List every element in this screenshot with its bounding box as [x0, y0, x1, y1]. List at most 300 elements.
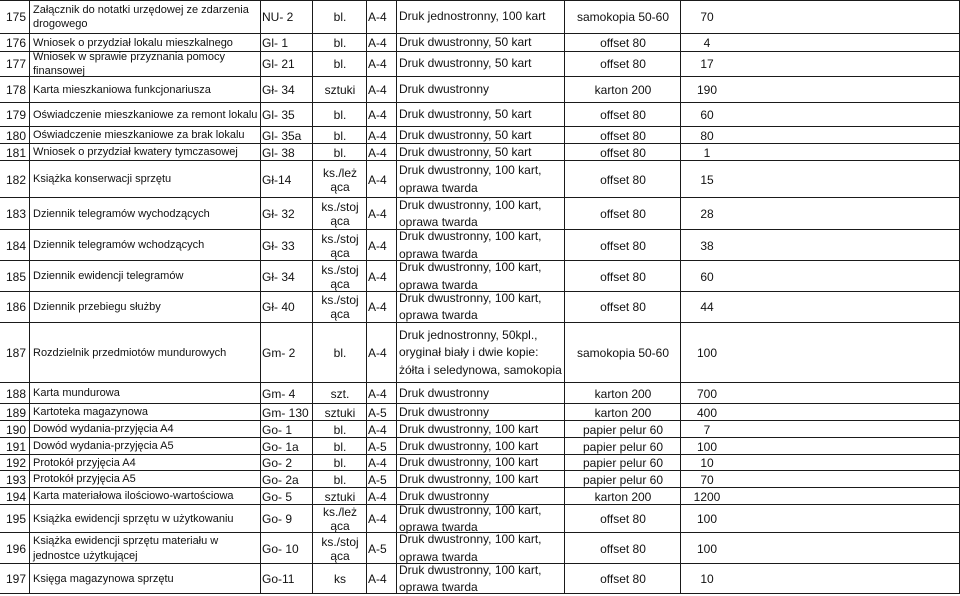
- column-divider: [260, 77, 261, 103]
- cell-fmt: [368, 404, 396, 421]
- cell-name: [33, 127, 258, 144]
- cell-name: [33, 438, 258, 455]
- table-row: [0, 51, 960, 77]
- column-divider: [564, 455, 565, 471]
- cell-desc: [399, 103, 564, 127]
- column-divider: [680, 421, 681, 438]
- unit-text: bl.: [333, 439, 347, 454]
- fmt-text: A-4: [368, 238, 387, 253]
- cell-name: [33, 291, 258, 323]
- num-text: 183: [6, 207, 27, 221]
- qty-text: 38: [700, 238, 714, 253]
- fmt-text: A-4: [368, 422, 387, 437]
- column-divider: [564, 291, 565, 323]
- sym-text: Gm- 2: [262, 346, 296, 360]
- num-text: 179: [6, 108, 27, 122]
- column-divider: [396, 198, 397, 230]
- cell-unit: [315, 291, 365, 323]
- qty-text: 100: [696, 512, 718, 526]
- fmt-text: A-5: [368, 405, 387, 420]
- table-row: [0, 161, 960, 198]
- cell-qty: [682, 161, 732, 198]
- name-text: Dziennik telegramów wychodzących: [33, 207, 210, 220]
- cell-qty: [682, 421, 732, 438]
- qty-text: 60: [700, 108, 714, 122]
- table-row: [0, 533, 960, 564]
- column-divider: [260, 564, 261, 594]
- name-text: Rozdzielnik przedmiotów mundurowych: [33, 346, 227, 359]
- qty-text: 10: [700, 572, 714, 586]
- column-divider: [680, 198, 681, 230]
- cell-unit: [315, 383, 365, 404]
- cell-name: [33, 455, 258, 471]
- qty-text: 28: [700, 207, 714, 221]
- name-text: Księga magazynowa sprzętu: [33, 572, 174, 585]
- name-text: Karta materiałowa ilościowo-wartościowa: [33, 490, 234, 503]
- cell-desc: [399, 0, 564, 34]
- table-row: [0, 0, 960, 34]
- table-row: [0, 144, 960, 161]
- unit-text: sztuki: [324, 83, 356, 97]
- cell-sym: [262, 103, 312, 127]
- cell-desc: [399, 438, 564, 455]
- cell-fmt: [368, 230, 396, 261]
- table-row: [0, 383, 960, 404]
- column-divider: [396, 161, 397, 198]
- paper-text: offset 80: [600, 572, 646, 586]
- paper-text: offset 80: [600, 172, 646, 187]
- unit-text: ks./leż ąca: [322, 165, 357, 194]
- cell-unit: [315, 455, 365, 471]
- cell-fmt: [368, 261, 396, 292]
- qty-text: 1200: [693, 489, 721, 504]
- cell-unit: [315, 533, 365, 564]
- cell-paper: [568, 421, 678, 438]
- cell-paper: [568, 533, 678, 564]
- cell-desc: [399, 564, 564, 594]
- sym-text: Gł- 40: [262, 300, 295, 314]
- column-divider: [396, 421, 397, 438]
- name-text: Dowód wydania-przyjęcia A5: [33, 440, 174, 453]
- desc-text: Druk dwustronny, 100 kart, oprawa twarda: [399, 260, 542, 292]
- sym-text: Gł- 34: [262, 269, 295, 284]
- column-divider: [260, 103, 261, 127]
- sym-text: Gl- 35: [262, 108, 295, 122]
- unit-text: bl.: [333, 145, 347, 160]
- cell-sym: [262, 198, 312, 230]
- column-divider: [680, 533, 681, 564]
- sym-text: Gł-14: [262, 172, 292, 187]
- column-divider: [366, 323, 367, 383]
- desc-text: Druk dwustronny, 100 kart, oprawa twarda: [399, 562, 542, 594]
- cell-desc: [399, 471, 564, 488]
- cell-num: [6, 533, 31, 564]
- column-divider: [312, 533, 313, 564]
- column-divider: [396, 103, 397, 127]
- column-divider: [366, 455, 367, 471]
- column-divider: [564, 161, 565, 198]
- cell-qty: [682, 404, 732, 421]
- cell-num: [6, 34, 31, 52]
- cell-unit: [315, 505, 365, 533]
- name-text: Karta mundurowa: [33, 387, 120, 400]
- cell-desc: [399, 323, 564, 383]
- paper-text: karton 200: [594, 489, 652, 504]
- column-divider: [312, 383, 313, 404]
- column-divider: [260, 471, 261, 488]
- column-divider: [564, 564, 565, 594]
- name-text: Wniosek o przydział lokalu mieszkalnego: [33, 36, 233, 49]
- cell-num: [6, 127, 31, 144]
- cell-qty: [682, 261, 732, 292]
- table-row: [0, 404, 960, 421]
- paper-text: papier pelur 60: [582, 439, 664, 454]
- table-row: [0, 438, 960, 455]
- cell-fmt: [368, 34, 396, 52]
- column-divider: [564, 471, 565, 488]
- column-divider: [312, 34, 313, 52]
- cell-name: [33, 77, 258, 103]
- column-divider: [680, 103, 681, 127]
- column-divider: [366, 488, 367, 505]
- column-divider: [260, 127, 261, 144]
- cell-num: [6, 198, 31, 230]
- unit-text: sztuki: [324, 489, 356, 504]
- desc-text: Druk jednostronny, 100 kart: [399, 9, 546, 24]
- num-text: 187: [6, 346, 27, 360]
- paper-text: offset 80: [600, 269, 646, 284]
- column-divider: [564, 505, 565, 533]
- table-row: [0, 502, 960, 534]
- cell-desc: [399, 455, 564, 471]
- column-divider: [680, 404, 681, 421]
- fmt-text: A-4: [368, 10, 387, 24]
- cell-num: [6, 161, 31, 198]
- cell-num: [6, 103, 31, 127]
- column-divider: [564, 421, 565, 438]
- cell-fmt: [368, 505, 396, 533]
- column-divider: [396, 144, 397, 161]
- name-text: Protokół przyjęcia A4: [33, 456, 136, 469]
- cell-qty: [682, 127, 732, 144]
- cell-paper: [568, 383, 678, 404]
- column-divider: [564, 144, 565, 161]
- fmt-text: A-4: [368, 572, 387, 586]
- desc-text: Druk dwustronny, 50 kart: [399, 144, 532, 159]
- column-divider: [366, 230, 367, 261]
- fmt-text: A-4: [368, 512, 387, 526]
- paper-text: offset 80: [600, 541, 646, 556]
- column-divider: [680, 471, 681, 488]
- cell-sym: [262, 438, 312, 455]
- column-divider: [396, 127, 397, 144]
- desc-text: Druk dwustronny, 100 kart: [399, 455, 539, 470]
- name-text: Książka konserwacji sprzętu: [33, 173, 172, 186]
- paper-text: offset 80: [600, 238, 646, 253]
- name-text: Załącznik do notatki urzędowej ze zdarzenia drogowego: [33, 3, 249, 30]
- table-row: [0, 261, 960, 292]
- column-divider: [680, 488, 681, 505]
- sym-text: Gł- 34: [262, 83, 295, 97]
- cell-fmt: [368, 438, 396, 455]
- desc-text: Druk dwustronny, 50 kart: [399, 35, 532, 50]
- cell-fmt: [368, 533, 396, 564]
- cell-name: [33, 505, 258, 533]
- desc-text: Druk dwustronny, 50 kart: [399, 127, 532, 142]
- cell-qty: [682, 438, 732, 455]
- cell-sym: [262, 291, 312, 323]
- cell-num: [6, 455, 31, 471]
- cell-desc: [399, 230, 564, 261]
- desc-text: Druk dwustronny, 100 kart, oprawa twarda: [399, 290, 542, 322]
- cell-desc: [399, 144, 564, 161]
- column-divider: [366, 533, 367, 564]
- cell-fmt: [368, 383, 396, 404]
- column-divider: [564, 404, 565, 421]
- cell-unit: [315, 0, 365, 34]
- cell-unit: [315, 323, 365, 383]
- cell-unit: [315, 421, 365, 438]
- column-divider: [260, 488, 261, 505]
- table-row: [0, 127, 960, 144]
- cell-paper: [568, 127, 678, 144]
- desc-text: Druk dwustronny, 100 kart: [399, 438, 539, 453]
- column-divider: [312, 505, 313, 533]
- cell-num: [6, 471, 31, 488]
- column-divider: [396, 0, 397, 34]
- column-divider: [260, 144, 261, 161]
- cell-paper: [568, 488, 678, 505]
- unit-text: bl.: [333, 422, 347, 437]
- num-text: 192: [6, 456, 27, 470]
- cell-unit: [315, 261, 365, 292]
- num-text: 196: [6, 541, 27, 556]
- cell-sym: [262, 51, 312, 77]
- cell-paper: [568, 198, 678, 230]
- cell-unit: [315, 564, 365, 594]
- column-divider: [366, 34, 367, 52]
- sym-text: Go- 1a: [262, 439, 299, 454]
- column-divider: [366, 198, 367, 230]
- cell-num: [6, 291, 31, 323]
- sym-text: NU- 2: [262, 10, 294, 24]
- column-divider: [260, 0, 261, 34]
- fmt-text: A-4: [368, 300, 387, 314]
- table-row: [0, 103, 960, 127]
- cell-sym: [262, 323, 312, 383]
- name-text: Wniosek o przydział kwatery tymczasowej: [33, 146, 238, 159]
- column-divider: [564, 383, 565, 404]
- cell-paper: [568, 51, 678, 77]
- num-text: 181: [6, 145, 27, 160]
- sym-text: Gł- 32: [262, 207, 295, 221]
- fmt-text: A-4: [368, 269, 387, 284]
- num-text: 182: [6, 172, 27, 187]
- column-divider: [312, 404, 313, 421]
- column-divider: [396, 438, 397, 455]
- cell-num: [6, 438, 31, 455]
- column-divider: [396, 564, 397, 594]
- num-text: 176: [6, 36, 27, 50]
- cell-unit: [315, 488, 365, 505]
- fmt-text: A-5: [368, 439, 387, 454]
- cell-name: [33, 261, 258, 292]
- sym-text: Go- 2a: [262, 472, 299, 487]
- cell-paper: [568, 144, 678, 161]
- cell-name: [33, 323, 258, 383]
- num-text: 193: [6, 472, 27, 487]
- cell-sym: [262, 455, 312, 471]
- table-row: [0, 291, 960, 323]
- cell-desc: [399, 77, 564, 103]
- table-row: [0, 323, 960, 383]
- cell-name: [33, 51, 258, 77]
- name-text: Oświadczenie mieszkaniowe za remont lokalu: [33, 108, 258, 121]
- column-divider: [312, 564, 313, 594]
- column-divider: [260, 533, 261, 564]
- column-divider: [366, 77, 367, 103]
- cell-name: [33, 564, 258, 594]
- cell-sym: [262, 505, 312, 533]
- sym-text: Go- 2: [262, 456, 293, 470]
- cell-unit: [315, 51, 365, 77]
- num-text: 186: [6, 300, 27, 314]
- column-divider: [366, 291, 367, 323]
- column-divider: [312, 438, 313, 455]
- column-divider: [366, 564, 367, 594]
- paper-text: offset 80: [600, 36, 646, 50]
- cell-sym: [262, 383, 312, 404]
- column-divider: [680, 51, 681, 77]
- cell-name: [33, 198, 258, 230]
- num-text: 180: [6, 128, 27, 143]
- cell-num: [6, 77, 31, 103]
- cell-name: [33, 404, 258, 421]
- column-divider: [396, 505, 397, 533]
- cell-unit: [315, 77, 365, 103]
- column-divider: [564, 34, 565, 52]
- cell-fmt: [368, 421, 396, 438]
- cell-num: [6, 51, 31, 77]
- unit-text: bl.: [333, 128, 347, 143]
- num-text: 189: [6, 405, 27, 420]
- column-divider: [366, 471, 367, 488]
- cell-paper: [568, 505, 678, 533]
- column-divider: [312, 127, 313, 144]
- name-text: Dziennik ewidencji telegramów: [33, 270, 184, 283]
- column-divider: [680, 505, 681, 533]
- name-text: Dziennik telegramów wchodzących: [33, 239, 205, 252]
- column-divider: [312, 471, 313, 488]
- name-text: Oświadczenie mieszkaniowe za brak lokalu: [33, 129, 245, 142]
- cell-sym: [262, 421, 312, 438]
- cell-qty: [682, 323, 732, 383]
- unit-text: bl.: [333, 10, 347, 24]
- cell-sym: [262, 261, 312, 292]
- table-row: [0, 230, 960, 261]
- column-divider: [366, 0, 367, 34]
- column-divider: [312, 77, 313, 103]
- cell-qty: [682, 488, 732, 505]
- column-divider: [312, 144, 313, 161]
- sym-text: Gl- 21: [262, 57, 295, 71]
- column-divider: [680, 230, 681, 261]
- column-divider: [312, 261, 313, 292]
- cell-sym: [262, 533, 312, 564]
- qty-text: 7: [703, 422, 711, 437]
- column-divider: [260, 438, 261, 455]
- column-divider: [366, 144, 367, 161]
- desc-text: Druk dwustronny: [399, 82, 490, 97]
- column-divider: [366, 103, 367, 127]
- num-text: 177: [6, 57, 27, 71]
- cell-paper: [568, 103, 678, 127]
- fmt-text: A-4: [368, 489, 387, 504]
- num-text: 194: [6, 489, 27, 504]
- column-divider: [312, 51, 313, 77]
- paper-text: offset 80: [600, 57, 646, 71]
- column-divider: [396, 533, 397, 564]
- cell-paper: [568, 564, 678, 594]
- column-divider: [396, 51, 397, 77]
- table-row: [0, 564, 960, 594]
- cell-num: [6, 323, 31, 383]
- name-text: Książka ewidencji sprzętu w użytkowaniu: [33, 512, 234, 525]
- cell-paper: [568, 291, 678, 323]
- column-divider: [396, 455, 397, 471]
- cell-fmt: [368, 455, 396, 471]
- num-text: 190: [6, 422, 27, 437]
- desc-text: Druk dwustronny, 100 kart, oprawa twarda: [399, 163, 542, 195]
- fmt-text: A-4: [368, 36, 387, 50]
- column-divider: [312, 103, 313, 127]
- cell-unit: [315, 144, 365, 161]
- column-divider: [680, 323, 681, 383]
- column-divider: [260, 34, 261, 52]
- cell-desc: [399, 127, 564, 144]
- fmt-text: A-4: [368, 83, 387, 97]
- column-divider: [564, 51, 565, 77]
- unit-text: bl.: [333, 57, 347, 71]
- paper-text: samokopia 50-60: [576, 346, 670, 360]
- cell-paper: [568, 34, 678, 52]
- table-row: [0, 455, 960, 471]
- column-divider: [564, 488, 565, 505]
- column-divider: [366, 383, 367, 404]
- unit-text: bl.: [333, 36, 347, 50]
- cell-paper: [568, 323, 678, 383]
- column-divider: [260, 404, 261, 421]
- qty-text: 44: [700, 300, 714, 314]
- num-text: 191: [6, 439, 27, 454]
- column-divider: [260, 161, 261, 198]
- cell-qty: [682, 198, 732, 230]
- cell-paper: [568, 77, 678, 103]
- column-divider: [366, 505, 367, 533]
- cell-fmt: [368, 127, 396, 144]
- desc-text: Druk dwustronny, 100 kart: [399, 471, 539, 486]
- column-divider: [260, 383, 261, 404]
- column-divider: [564, 438, 565, 455]
- column-divider: [680, 34, 681, 52]
- cell-num: [6, 261, 31, 292]
- desc-text: Druk dwustronny: [399, 488, 490, 503]
- unit-text: bl.: [333, 346, 347, 360]
- column-divider: [366, 421, 367, 438]
- column-divider: [312, 230, 313, 261]
- num-text: 175: [6, 10, 27, 24]
- cell-fmt: [368, 161, 396, 198]
